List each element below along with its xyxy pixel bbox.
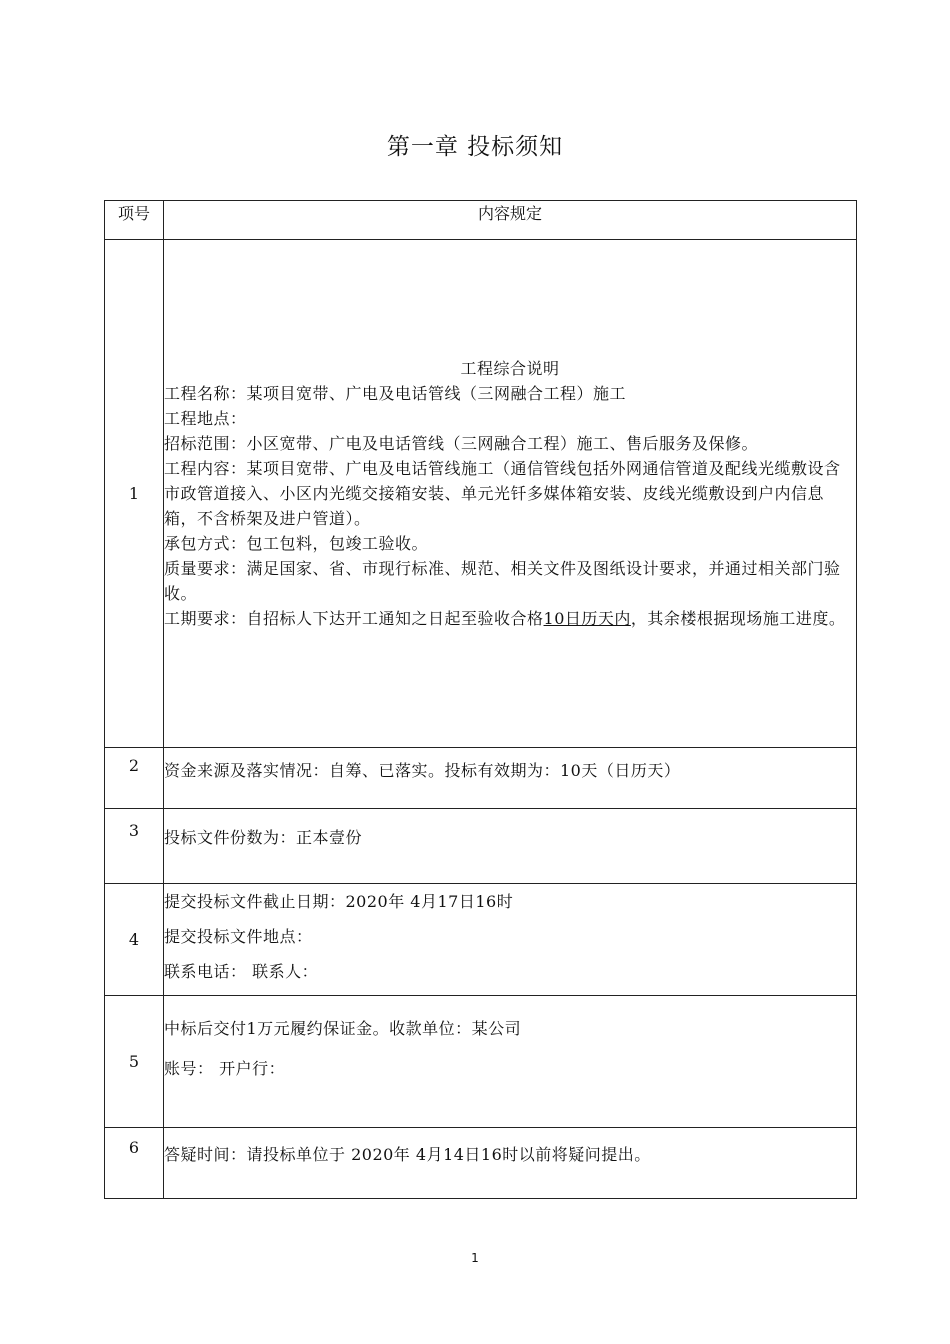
row-content: 投标文件份数为：正本壹份 <box>164 809 857 884</box>
table-row <box>105 1128 857 1199</box>
content-line: 质量要求：满足国家、省、市现行标准、规范、相关文件及图纸设计要求，并通过相关部门验收。 <box>164 559 841 603</box>
page-number: 1 <box>471 1251 479 1265</box>
table-header-row <box>105 201 857 240</box>
row-number: 2 <box>105 748 164 809</box>
row-number: 3 <box>105 809 164 884</box>
content-line: 工程内容：某项目宽带、广电及电话管线施工（通信管线包括外网通信管道及配线光缆敷设含市政管道接入、小区内光缆交接箱安装、单元光钎多媒体箱安装、皮线光缆敷设到户内信息箱，不含桥架及进户管道）。 <box>164 459 841 528</box>
row-content <box>164 996 857 1128</box>
period-underlined: 10日历天内 <box>543 609 631 628</box>
header-item-number: 项号 <box>105 201 164 240</box>
content-line: 提交投标文件截止日期：2020年 4月17日16时 <box>164 892 514 911</box>
row-content: 资金来源及落实情况：自筹、已落实。投标有效期为：10天（日历天） <box>164 748 857 809</box>
page-title: 第一章 投标须知 <box>386 134 564 160</box>
row-number: 4 <box>105 884 164 996</box>
bidding-instructions-table <box>104 200 857 1199</box>
row-number: 1 <box>105 240 164 748</box>
period-prefix: 工期要求：自招标人下达开工通知之日起至验收合格 <box>164 609 544 628</box>
content-line <box>164 606 856 631</box>
row-number: 6 <box>105 1128 164 1199</box>
content-line: 账号： 开户行： <box>164 1059 286 1078</box>
period-suffix: ，其余楼根据现场施工进度。 <box>630 609 846 628</box>
content-line: 工程名称：某项目宽带、广电及电话管线（三网融合工程）施工 <box>164 384 627 403</box>
row-content: 答疑时间：请投标单位于 2020年 4月14日16时以前将疑问提出。 <box>164 1128 857 1199</box>
table-row <box>105 809 857 884</box>
content-line: 中标后交付1万元履约保证金。收款单位：某公司 <box>164 1019 522 1038</box>
row-content <box>164 884 857 996</box>
content-line: 工程地点： <box>164 409 247 428</box>
table-row <box>105 996 857 1128</box>
header-content: 内容规定 <box>164 201 857 240</box>
section-heading: 工程综合说明 <box>460 359 560 378</box>
content-line: 提交投标文件地点： <box>164 927 313 946</box>
content-line: 招标范围：小区宽带、广电及电话管线（三网融合工程）施工、售后服务及保修。 <box>164 434 759 453</box>
content-line: 联系电话： 联系人： <box>164 962 319 981</box>
table-row <box>105 240 857 748</box>
table-row <box>105 748 857 809</box>
table-row <box>105 884 857 996</box>
row-number: 5 <box>105 996 164 1128</box>
row-content <box>164 240 857 748</box>
content-line: 承包方式：包工包料，包竣工验收。 <box>164 534 429 553</box>
